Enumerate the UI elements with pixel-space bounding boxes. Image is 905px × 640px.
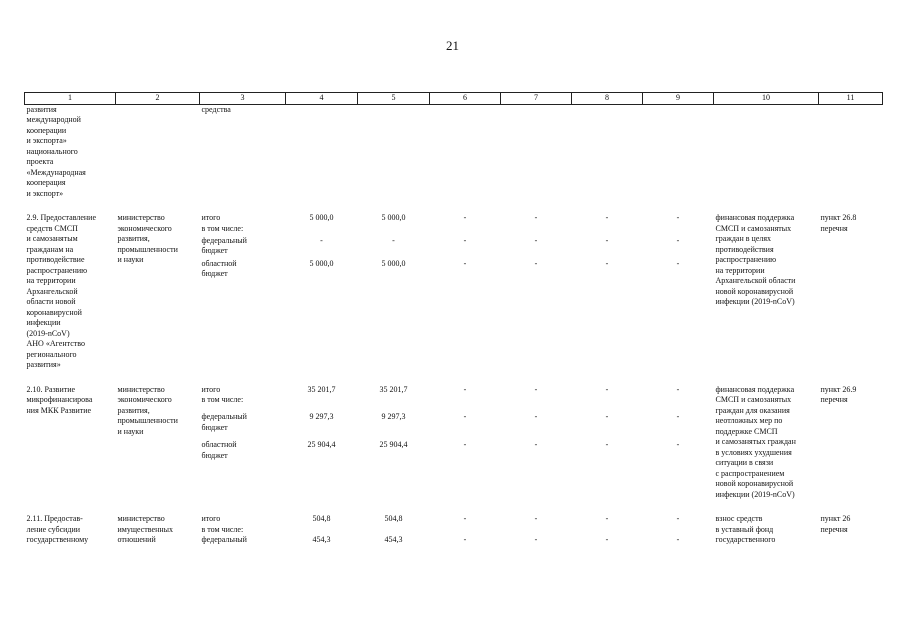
amount-cell: - (676, 235, 680, 245)
column-number: 2 (116, 93, 200, 105)
amount-cell: - (605, 514, 609, 523)
amount-cell: - (463, 514, 467, 523)
column-number: 6 (430, 93, 501, 105)
amount-cell: 454,3 (384, 535, 403, 544)
column-number: 10 (714, 93, 819, 105)
amount-cell: - (463, 384, 467, 394)
amount-cell: - (605, 412, 609, 422)
amount-cell: - (676, 514, 680, 523)
list-reference: пункт 26.9 перечня (820, 384, 857, 404)
amount-cell (430, 525, 501, 536)
table-row (25, 385, 883, 413)
amount-cell: 5 000,0 (309, 258, 334, 268)
amount-cell: - (605, 235, 609, 245)
amount-cell: - (463, 213, 467, 222)
executor: министерство экономического развития, промышленности и науки (117, 213, 178, 264)
amount-cell: 25 904,4 (307, 440, 336, 449)
column-number: 8 (572, 93, 643, 105)
amount-cell: - (534, 213, 538, 222)
activity-name: развития международной кооперации и экспорта» национального проекта «Международная кооперация и экспорт» (26, 104, 86, 198)
executor: министерство экономического развития, промышленности и науки (117, 384, 178, 436)
amount-cell: 5 000,0 (309, 213, 334, 222)
amount-cell: - (534, 412, 538, 422)
amount-cell: 454,3 (312, 535, 331, 544)
list-reference: пункт 26.8 перечня (820, 213, 857, 233)
activity-name: 2.10. Развитие микрофинансирова ния МКК Развитие (26, 384, 93, 415)
amount-cell: - (463, 412, 467, 422)
amount-cell: - (463, 440, 467, 449)
column-number: 11 (819, 93, 883, 105)
amount-cell (358, 525, 430, 536)
amount-cell: - (605, 213, 609, 222)
amount-cell: 25 904,4 (379, 440, 408, 449)
amount-cell: - (534, 440, 538, 449)
expected-result: взнос средств в уставный фонд государственного (715, 514, 776, 544)
amount-cell: - (605, 535, 609, 544)
amount-cell: 5 000,0 (381, 258, 406, 268)
amount-cell: - (463, 258, 467, 268)
list-reference: пункт 26 перечня (820, 514, 851, 534)
amount-cell: - (605, 440, 609, 449)
amount-cell: 504,8 (312, 514, 331, 523)
table-row (25, 514, 883, 525)
expected-result: финансовая поддержка СМСП и самозанятых граждан для оказания неотложных мер по поддержке СМСП и самозанятых граждан в условиях ухудшения ситуации в связи с распространением новой коронавирусной инфекции (2019-nCoV) (715, 384, 796, 499)
column-number: 5 (358, 93, 430, 105)
amount-cell: - (676, 412, 680, 422)
amount-cell: - (676, 384, 680, 394)
source-label: итого в том числе: (201, 213, 244, 233)
column-number-row (25, 93, 883, 105)
source-label: федеральный (201, 535, 247, 544)
column-number: 3 (200, 93, 286, 105)
source-label: средства (201, 104, 231, 114)
column-number: 7 (501, 93, 572, 105)
budget-table (24, 92, 883, 546)
amount-cell (501, 525, 572, 536)
source-label: итого (201, 514, 221, 523)
amount-cell: - (534, 258, 538, 268)
column-number: 1 (25, 93, 116, 105)
amount-cell: 5 000,0 (381, 213, 406, 222)
source-label: федеральный бюджет (201, 235, 247, 256)
amount-cell: - (392, 235, 395, 245)
amount-cell: - (605, 258, 609, 268)
source-label: федеральный бюджет (201, 412, 247, 432)
amount-cell: - (534, 535, 538, 544)
continuation-row (25, 104, 883, 199)
amount-cell (643, 525, 714, 536)
source-label: областной бюджет (201, 258, 237, 278)
amount-cell: - (534, 384, 538, 394)
amount-cell (572, 525, 643, 536)
amount-cell: 9 297,3 (309, 412, 334, 422)
amount-cell (286, 525, 358, 536)
amount-cell: - (676, 440, 680, 449)
source-label: в том числе: (201, 524, 244, 534)
table-row (25, 213, 883, 236)
amount-cell: 504,8 (384, 514, 403, 523)
amount-cell: - (534, 514, 538, 523)
amount-cell: - (320, 235, 323, 245)
amount-cell: - (676, 258, 680, 268)
source-label: итого в том числе: (201, 384, 244, 404)
amount-cell: 35 201,7 (307, 384, 336, 394)
amount-cell: - (463, 235, 467, 245)
amount-cell: 9 297,3 (381, 412, 406, 422)
amount-cell: - (676, 535, 680, 544)
column-number: 4 (286, 93, 358, 105)
amount-cell: - (605, 384, 609, 394)
activity-name: 2.9. Предоставление средств СМСП и самозанятым гражданам на противодействие распространению на территории Архангельской области новой коронавирусной инфекции (2019-nCoV) АНО «Агентство регионального развития» (26, 213, 97, 369)
expected-result: финансовая поддержка СМСП и самозанятых граждан в целях противодействия распространению на территории Архангельской области новой коронавирусной инфекции (2019-nCoV) (715, 213, 796, 306)
column-number: 9 (643, 93, 714, 105)
executor: министерство имущественных отношений (117, 514, 174, 544)
activity-name: 2.11. Предостав- ление субсидии государственному (26, 514, 89, 544)
amount-cell: 35 201,7 (379, 384, 408, 394)
page-number: 21 (446, 38, 459, 53)
source-label: областной бюджет (201, 440, 237, 460)
amount-cell: - (676, 213, 680, 222)
amount-cell: - (463, 535, 467, 544)
amount-cell: - (534, 235, 538, 245)
